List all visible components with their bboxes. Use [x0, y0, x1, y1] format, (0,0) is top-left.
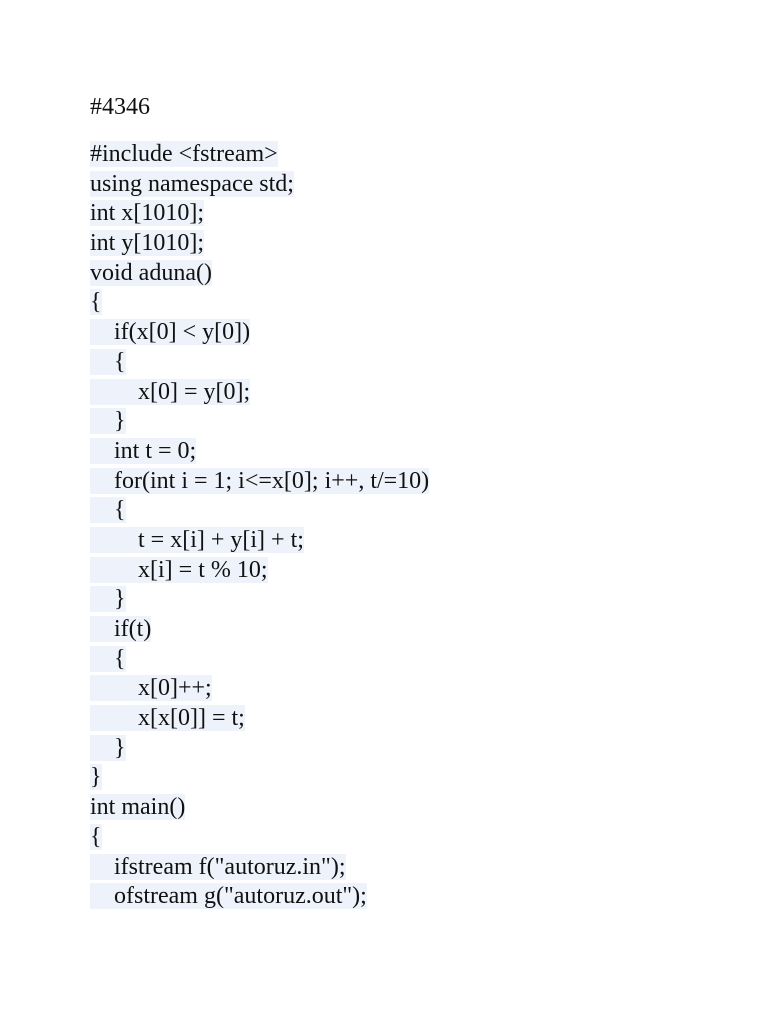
code-line — [90, 140, 429, 170]
code-line — [90, 585, 429, 615]
code-line-text: { — [90, 289, 102, 316]
code-line — [90, 882, 429, 912]
code-line-text: using namespace std; — [90, 170, 294, 197]
code-line-text: int y[1010]; — [90, 230, 204, 257]
document-title: #4346 — [90, 94, 150, 120]
code-line — [90, 704, 429, 734]
code-line — [90, 348, 429, 378]
code-line — [90, 318, 429, 348]
code-line — [90, 288, 429, 318]
code-line-text: ifstream f("autoruz.in"); — [90, 853, 346, 880]
code-line-text: ofstream g("autoruz.out"); — [90, 883, 367, 910]
code-line-text: } — [90, 764, 102, 791]
code-line — [90, 734, 429, 764]
code-line — [90, 823, 429, 853]
code-line-text: if(t) — [90, 616, 152, 642]
code-line-text: int main() — [90, 794, 186, 821]
code-line-text: for(int i = 1; i<=x[0]; i++, t/=10) — [90, 467, 430, 494]
code-line-text: { — [90, 497, 126, 524]
code-line — [90, 170, 429, 200]
code-line-text: #include <fstream> — [90, 141, 278, 167]
code-line-text: } — [90, 734, 126, 761]
code-line-text: { — [90, 348, 126, 375]
code-line — [90, 378, 429, 408]
code-line — [90, 229, 429, 259]
code-line-text: void aduna() — [90, 259, 212, 286]
code-line — [90, 556, 429, 586]
code-line — [90, 496, 429, 526]
code-line — [90, 793, 429, 823]
code-line — [90, 853, 429, 883]
code-line-text: } — [90, 586, 126, 613]
code-line-text: { — [90, 645, 126, 672]
code-line — [90, 437, 429, 467]
code-line — [90, 259, 429, 289]
code-block — [90, 140, 429, 912]
code-line-text: x[i] = t % 10; — [90, 556, 268, 583]
code-line — [90, 199, 429, 229]
code-line-text: int x[1010]; — [90, 200, 204, 227]
code-line — [90, 674, 429, 704]
code-line — [90, 467, 429, 497]
code-line-text: t = x[i] + y[i] + t; — [90, 526, 304, 553]
code-line — [90, 763, 429, 793]
code-line — [90, 407, 429, 437]
code-line-text: x[0]++; — [90, 675, 212, 702]
code-line-text: x[0] = y[0]; — [90, 378, 251, 405]
code-line-text: x[x[0]] = t; — [90, 705, 245, 732]
code-line — [90, 526, 429, 556]
code-line — [90, 645, 429, 675]
code-line-text: { — [90, 823, 102, 850]
code-line-text: if(x[0] < y[0]) — [90, 319, 251, 346]
code-line-text: } — [90, 408, 126, 435]
code-line-text: int t = 0; — [90, 437, 197, 464]
code-line — [90, 615, 429, 645]
